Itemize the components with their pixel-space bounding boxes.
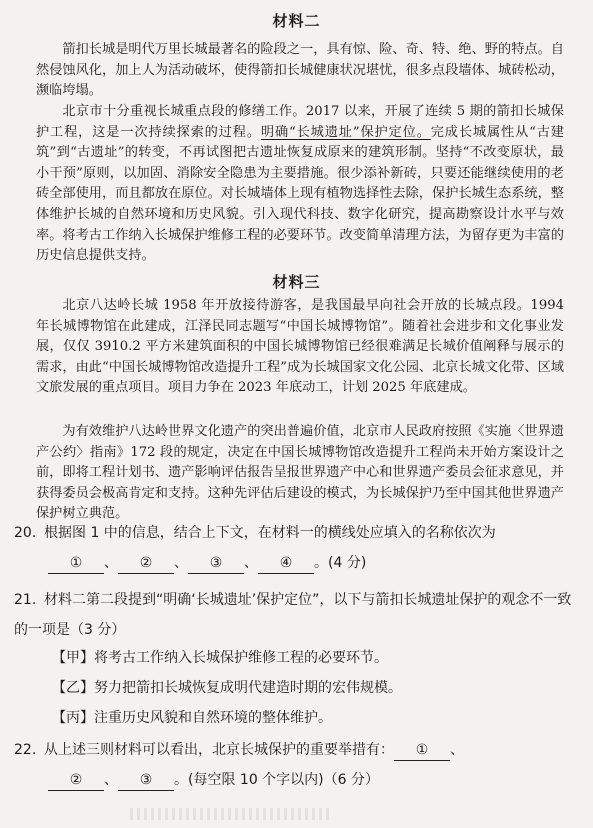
print-smudge [130, 808, 330, 820]
q20-blank-4[interactable]: ④ [258, 553, 314, 574]
question-21-text: 材料二第二段提到“明确‘长城遗址’保护定位”，以下与箭扣长城遗址保护的观念不一致的一项是（3 分） [14, 592, 572, 638]
question-20: 20. 根据图 1 中的信息，结合上下文，在材料一的横线处应填入的名称依次为 ① 、 ② 、 ③ 、 ④ 。(4 分) [14, 518, 578, 578]
question-21 [14, 585, 578, 645]
q21-option-bing: 【丙】注重历史风貌和自然环境的整体维护。 [52, 710, 332, 726]
material2-p2-after: 完成长城属性从“古建筑”到“古遗址”的转变，不再试图把古遗址恢复成原来的建筑形制。坚持“不改变原状，最小干预”原则，以加固、消除安全隐患为主要措施。很少添补新砖，只要还能继续使用的老砖全部使用，而且都放在原位。对长城墙体上现有植物选择性去除，保护长城生态系统，整体维护长城的自然环境和历史风貌。引入现代科技、数字化研究，提高勘察设计水平与效率。将考古工作纳入长城保护维修工程的必要环节。改变简单清理方法，为留存更为丰富的历史信息提供支持。 [36, 124, 564, 264]
question-20-text: 根据图 1 中的信息，结合上下文，在材料一的横线处应填入的名称依次为 [44, 525, 496, 541]
material2-title: 材料二 [272, 12, 321, 30]
material2-p2-before: 北京市十分重视长城重点段的修缮工作。2017 以来，开展了连续 5 期的箭扣长城保护工程，这是一次持续探索的过程。 [36, 104, 564, 140]
q20-blank-2[interactable]: ② [118, 553, 174, 574]
question-22: 22. 从上述三则材料可以看出，北京长城保护的重要举措有： ① 、 ② 、 ③ 。(每空限 10 个字以内)（6 分） [14, 735, 578, 795]
question-21-number: 21. [14, 592, 37, 608]
material3-paragraph-2: 为有效维护八达岭世界文化遗产的突出普遍价值，北京市人民政府按照《实施〈世界遗产公约〉指南》172 段的规定，决定在中国长城博物馆改造提升工程尚未开始方案设计之前，即将工程计划书、遗产影响评估报告呈报世界遗产中心和世界遗产委员会征求意见，并获得委员会极高肯定和支持。这种先评估后建设的模式，为长城保护乃至中国其他世界遗产保护树立典范。 [36, 424, 564, 522]
question-22-number: 22. [14, 742, 37, 758]
material3-title: 材料三 [272, 273, 321, 291]
q22-score: 。(每空限 10 个字以内)（6 分） [174, 772, 379, 788]
q22-blank-3[interactable]: ③ [118, 770, 174, 791]
q20-score: 。(4 分) [314, 555, 367, 571]
question-22-text: 从上述三则材料可以看出，北京长城保护的重要举措有： [44, 742, 394, 758]
question-20-number: 20. [14, 525, 37, 541]
q20-blank-1[interactable]: ① [48, 553, 104, 574]
material2-paragraph-1: 箭扣长城是明代万里长城最著名的险段之一，具有惊、险、奇、特、绝、野的特点。自然侵蚀风化，加上人为活动破坏，使得箭扣长城健康状况堪忧，很多点段墙体、城砖松动，濒临垮塌。 [36, 42, 564, 99]
material3-paragraph-1: 北京八达岭长城 1958 年开放接待游客，是我国最早向社会开放的长城点段。1994 年长城博物馆在此建成，江泽民同志题写“中国长城博物馆”。随着社会进步和文化事业发展，仅仅 3910.2 平方米建筑面积的中国长城博物馆已经很难满足长城价值阐释与展示的需求，由此“中国长城博物馆改造提升工程”成为长城国家文化公园、北京长城文化带、区域文旅发展的重点项目。项目力争在 2023 年底动工，计划 2025 年底建成。 [36, 298, 564, 396]
material2-paragraph-2 [36, 102, 564, 267]
q22-blank-1[interactable]: ① [394, 740, 450, 761]
q21-option-jia: 【甲】将考古工作纳入长城保护维修工程的必要环节。 [52, 650, 388, 666]
material2-p2-underlined: 明确“长城遗址”保护定位。 [260, 124, 431, 140]
q21-option-yi: 【乙】努力把箭扣长城恢复成明代建造时期的宏伟规模。 [52, 680, 402, 696]
q22-blank-2[interactable]: ② [48, 770, 104, 791]
q20-blank-3[interactable]: ③ [188, 553, 244, 574]
